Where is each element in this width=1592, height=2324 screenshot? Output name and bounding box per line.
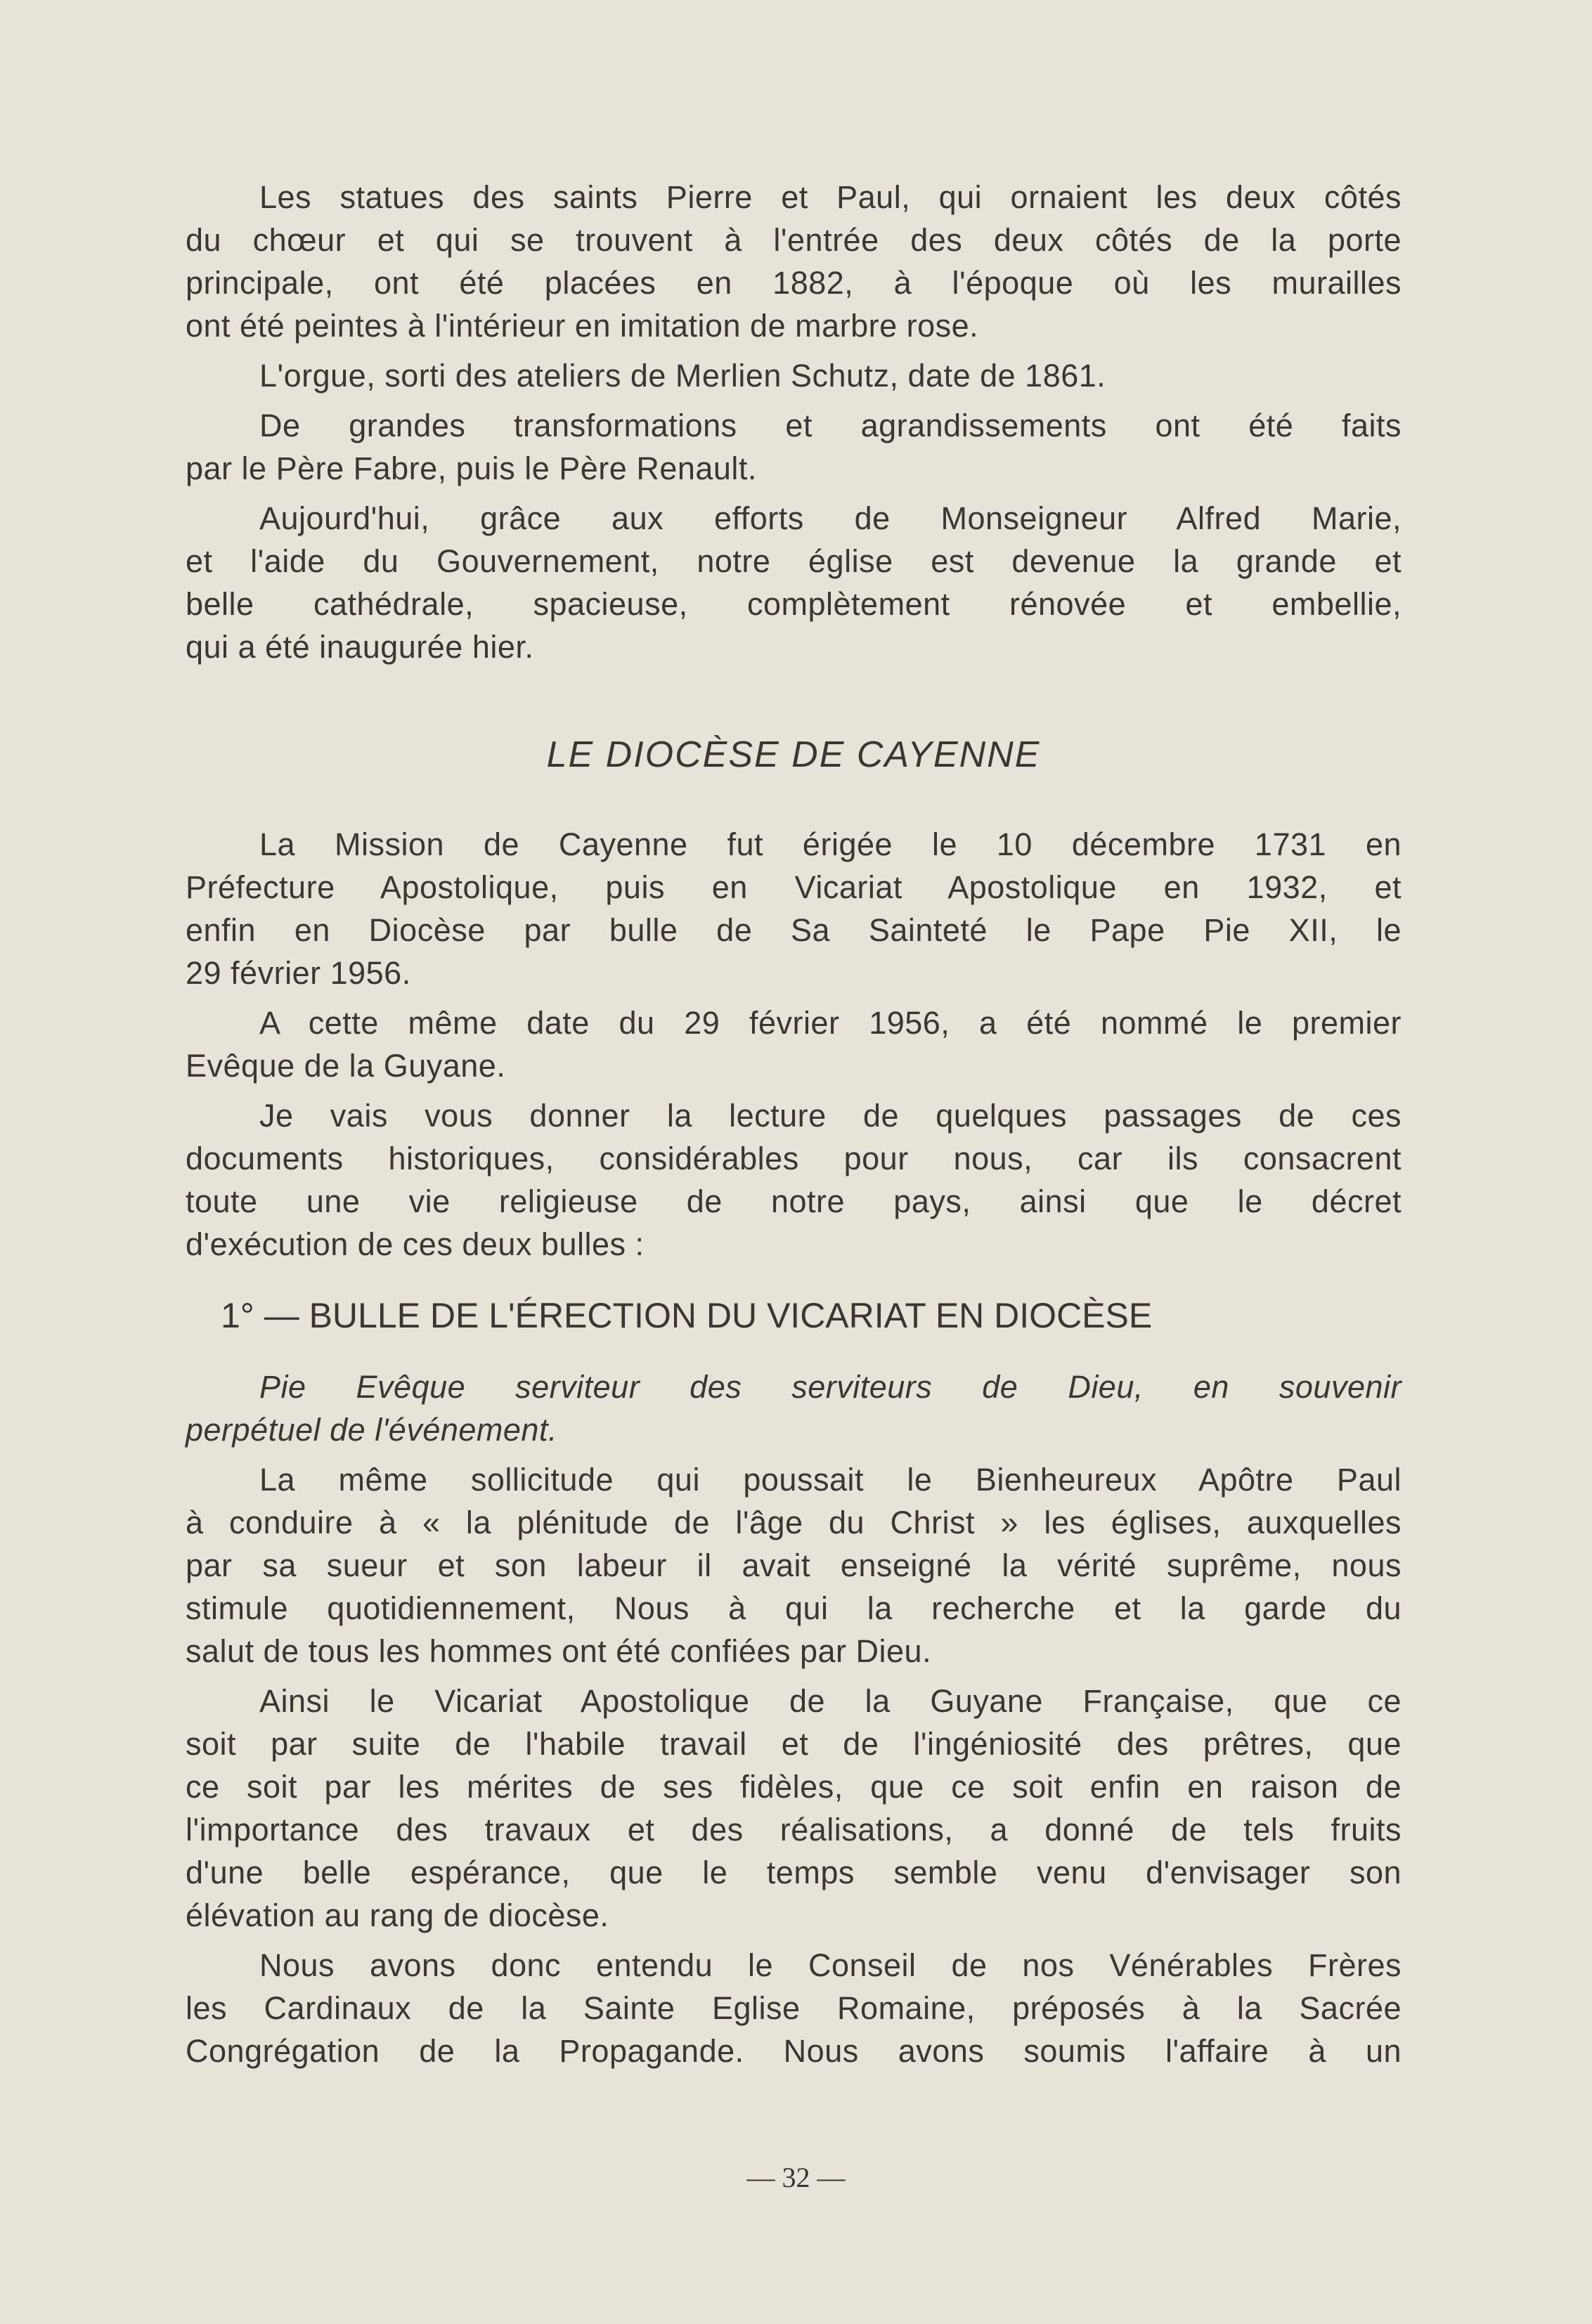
text-line: soit par suite de l'habile travail et de l'ingéniosité des prêtres, que xyxy=(186,1726,1402,1762)
paragraph xyxy=(186,497,1402,668)
paragraph xyxy=(186,1094,1402,1266)
text-line: Préfecture Apostolique, puis en Vicariat Apostolique en 1932, et xyxy=(186,869,1402,905)
paragraph xyxy=(186,1680,1402,1937)
paragraph xyxy=(186,354,1402,397)
text-line: élévation au rang de diocèse. xyxy=(186,1897,609,1933)
text-line: ce soit par les mérites de ses fidèles, que ce soit enfin en raison de xyxy=(186,1769,1402,1805)
text-line: Congrégation de la Propagande. Nous avons soumis l'affaire à un xyxy=(186,2033,1402,2069)
page-number: — 32 — xyxy=(746,2162,846,2193)
text-line: A cette même date du 29 février 1956, a été nommé le premier xyxy=(259,1005,1402,1041)
paragraph xyxy=(186,1458,1402,1673)
page-body xyxy=(186,176,1402,2079)
text-line: belle cathédrale, spacieuse, complètement rénovée et embellie, xyxy=(186,586,1402,622)
heading-diocese: LE DIOCÈSE DE CAYENNE xyxy=(546,734,1041,775)
text-line: Pie Evêque serviteur des serviteurs de Dieu, en souvenir xyxy=(259,1369,1402,1405)
text-line: l'importance des travaux et des réalisations, a donné de tels fruits xyxy=(186,1812,1402,1848)
paragraph xyxy=(186,404,1402,490)
heading-bulle: 1° — BULLE DE L'ÉRECTION DU VICARIAT EN DIOCÈSE xyxy=(221,1296,1153,1335)
text-line: La même sollicitude qui poussait le Bienheureux Apôtre Paul xyxy=(259,1462,1402,1498)
text-line: Nous avons donc entendu le Conseil de nos Vénérables Frères xyxy=(259,1947,1402,1983)
text-line: par sa sueur et son labeur il avait enseigné la vérité suprême, nous xyxy=(186,1547,1402,1583)
text-line: toute une vie religieuse de notre pays, ainsi que le décret xyxy=(186,1183,1402,1219)
text-line: stimule quotidiennement, Nous à qui la recherche et la garde du xyxy=(186,1590,1402,1626)
text-line: à conduire à « la plénitude de l'âge du Christ » les églises, auxquelles xyxy=(186,1505,1402,1540)
text-line: les Cardinaux de la Sainte Eglise Romaine, préposés à la Sacrée xyxy=(186,1990,1402,2026)
text-line: Ainsi le Vicariat Apostolique de la Guyane Française, que ce xyxy=(259,1683,1402,1719)
text-line: La Mission de Cayenne fut érigée le 10 décembre 1731 en xyxy=(259,826,1402,862)
text-line: qui a été inaugurée hier. xyxy=(186,629,534,665)
text-line: L'orgue, sorti des ateliers de Merlien Schutz, date de 1861. xyxy=(259,358,1106,394)
text-line: par le Père Fabre, puis le Père Renault. xyxy=(186,450,757,486)
paragraph xyxy=(186,823,1402,994)
text-line: enfin en Diocèse par bulle de Sa Sainteté le Pape Pie XII, le xyxy=(186,912,1402,948)
text-line: documents historiques, considérables pour nous, car ils consacrent xyxy=(186,1141,1402,1176)
section-bulle-text xyxy=(186,1365,1402,2072)
text-line: principale, ont été placées en 1882, à l'époque où les murailles xyxy=(186,265,1402,301)
text-line: et l'aide du Gouvernement, notre église est devenue la grande et xyxy=(186,543,1402,579)
text-line: salut de tous les hommes ont été confiées par Dieu. xyxy=(186,1633,932,1669)
text-line: 29 février 1956. xyxy=(186,955,411,991)
paragraph xyxy=(186,1944,1402,2072)
text-line: d'exécution de ces deux bulles : xyxy=(186,1226,645,1262)
text-line: Aujourd'hui, grâce aux efforts de Monseigneur Alfred Marie, xyxy=(259,500,1402,536)
section-cathedral xyxy=(186,176,1402,668)
paragraph xyxy=(186,1001,1402,1087)
text-line: Evêque de la Guyane. xyxy=(186,1048,506,1084)
section-diocese xyxy=(186,823,1402,1266)
text-line: ont été peintes à l'intérieur en imitation de marbre rose. xyxy=(186,308,979,344)
paragraph xyxy=(186,1365,1402,1451)
text-line: d'une belle espérance, que le temps semble venu d'envisager son xyxy=(186,1855,1402,1890)
text-line: perpétuel de l'événement. xyxy=(186,1412,557,1448)
text-line: du chœur et qui se trouvent à l'entrée des deux côtés de la porte xyxy=(186,222,1402,258)
paragraph xyxy=(186,176,1402,347)
text-line: De grandes transformations et agrandissements ont été faits xyxy=(259,408,1402,443)
text-line: Les statues des saints Pierre et Paul, qui ornaient les deux côtés xyxy=(259,179,1402,215)
text-line: Je vais vous donner la lecture de quelques passages de ces xyxy=(259,1098,1402,1134)
